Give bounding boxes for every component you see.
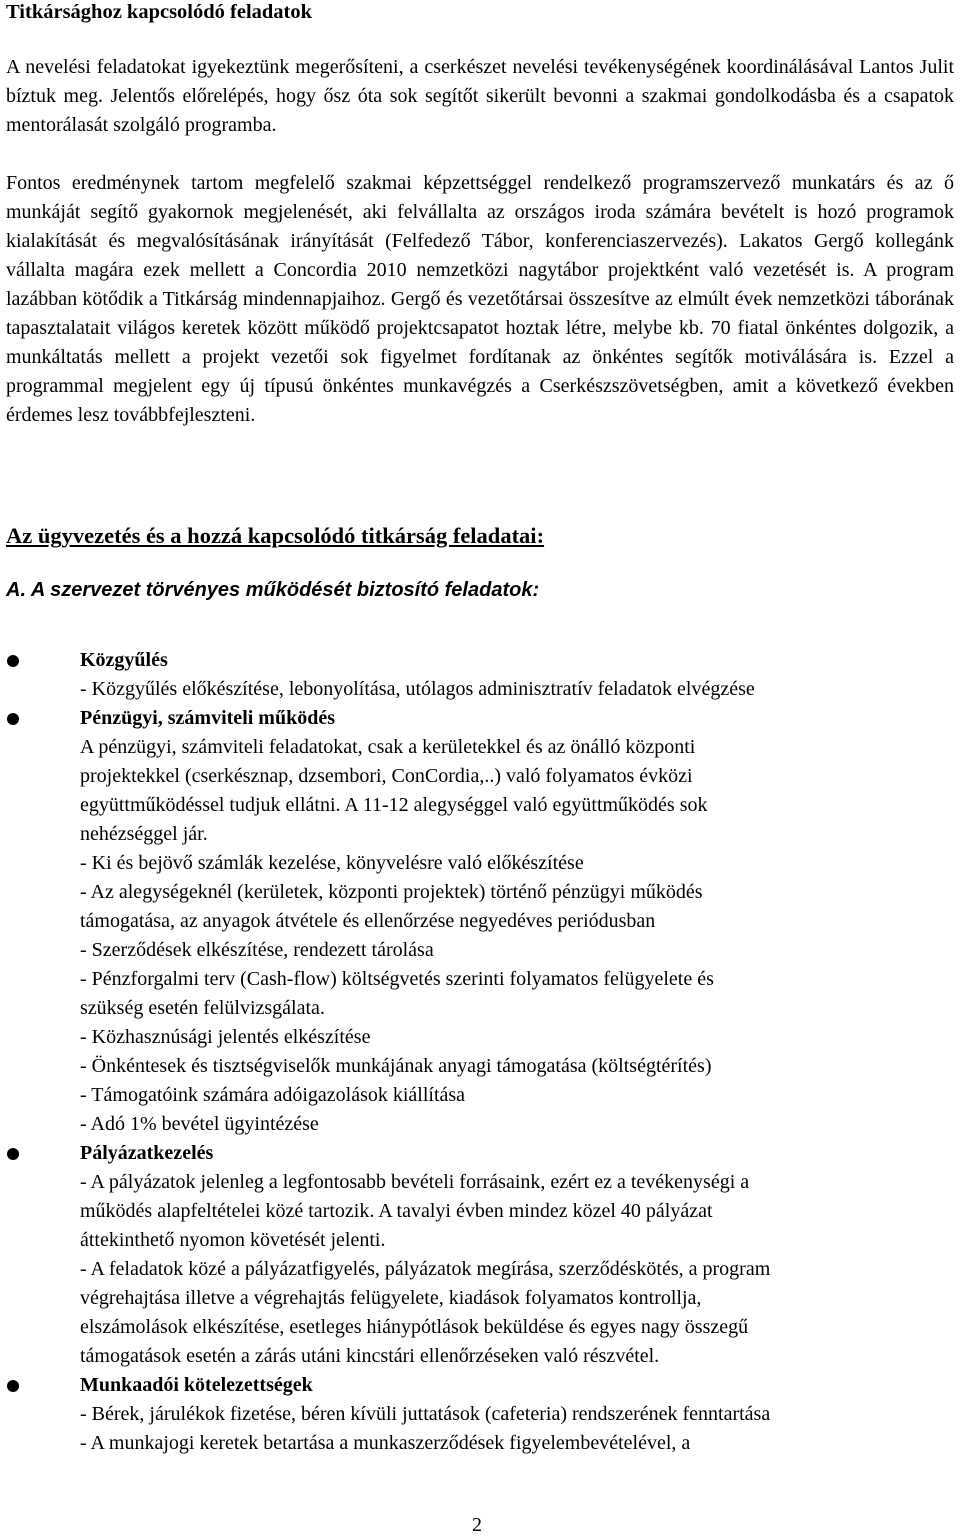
list-item-title: Közgyűlés <box>80 649 168 671</box>
list-item-title: Pályázatkezelés <box>80 1142 214 1164</box>
list-item-line: támogatása, az anyagok átvétele és ellenőrzése negyedéves periódusban <box>80 910 656 932</box>
list-item-line: - Támogatóink számára adóigazolások kiállítása <box>80 1084 466 1106</box>
list-item-line: - Adó 1% bevétel ügyintézése <box>80 1113 319 1135</box>
section-title: Az ügyvezetés és a hozzá kapcsolódó titkárság feladatai: <box>6 523 545 548</box>
list-item <box>0 704 940 1139</box>
list-item-line: - A pályázatok jelenleg a legfontosabb bevételi forrásaink, ezért ez a tevékenységi a <box>80 1171 750 1193</box>
list-item-line: A pénzügyi, számviteli feladatokat, csak a kerületekkel és az önálló központi <box>80 736 696 758</box>
list-item-line: áttekinthető nyomon követését jelenti. <box>80 1229 386 1251</box>
list-item-line: - Ki és bejövő számlák kezelése, könyvelésre való előkészítése <box>80 852 584 874</box>
list-item-line: nehézséggel jár. <box>80 823 208 845</box>
page-number: 2 <box>472 1514 482 1536</box>
list-item-line: - A feladatok közé a pályázatfigyelés, pályázatok megírása, szerződéskötés, a program <box>80 1258 771 1280</box>
bullet-icon <box>7 1380 19 1392</box>
list-item-line: - Közhasznúsági jelentés elkészítése <box>80 1026 371 1048</box>
list-item-line: elszámolások elkészítése, esetleges hiánypótlások beküldése és egyes nagy összegű <box>80 1316 749 1338</box>
bullet-icon <box>7 1148 19 1160</box>
list-item-title: Pénzügyi, számviteli működés <box>80 707 335 729</box>
bullet-icon <box>7 655 19 667</box>
list-item-line: együttműködéssel tudjuk ellátni. A 11-12 alegységgel való együttműködés sok <box>80 794 708 816</box>
list-item-line: - Közgyűlés előkészítése, lebonyolítása, utólagos adminisztratív feladatok elvégzése <box>80 678 755 700</box>
task-list <box>0 646 960 1458</box>
document-heading: Titkársághoz kapcsolódó feladatok <box>6 1 313 23</box>
paragraph-mentoring: A nevelési feladatokat igyekeztünk megerősíteni, a cserkészet nevelési tevékenységének koordinálásával Lantos Julit bíztuk meg. Jelentős előrelépés, hogy ősz óta sok segítőt sikerült bevonni a szakmai gondolkodásba és a csapatok mentorálasát szolgáló programba. <box>6 56 954 136</box>
list-item <box>0 646 940 704</box>
list-item-line: - Az alegységeknél (kerületek, központi projektek) történő pénzügyi működés <box>80 881 703 903</box>
list-item-line: szükség esetén felülvizsgálata. <box>80 997 325 1019</box>
list-item-line: - A munkajogi keretek betartása a munkaszerződések figyelembevételével, a <box>80 1432 691 1454</box>
list-item-title: Munkaadói kötelezettségek <box>80 1374 313 1396</box>
list-item <box>0 1139 940 1371</box>
list-item-line: támogatások esetén a zárás utáni kincstári ellenőrzéseken való részvétel. <box>80 1345 660 1367</box>
list-item-line: működés alapfeltételei közé tartozik. A tavalyi évben mindez közel 40 pályázat <box>80 1200 713 1222</box>
list-item-line: projektekkel (cserkésznap, dzsembori, ConCordia,..) való folyamatos évközi <box>80 765 693 787</box>
subsection-title: A. A szervezet törvényes működését biztosító feladatok: <box>6 579 540 601</box>
list-item-line: végrehajtása illetve a végrehajtás felügyelete, kiadások folyamatos kontrollja, <box>80 1287 702 1309</box>
list-item-line: - Önkéntesek és tisztségviselők munkájának anyagi támogatása (költségtérítés) <box>80 1055 712 1077</box>
list-item <box>0 1371 940 1458</box>
list-item-line: - Bérek, járulékok fizetése, béren kívüli juttatások (cafeteria) rendszerének fenntartása <box>80 1403 771 1425</box>
bullet-icon <box>7 713 19 725</box>
list-item-line: - Szerződések elkészítése, rendezett tárolása <box>80 939 434 961</box>
list-item-line: - Pénzforgalmi terv (Cash-flow) költségvetés szerinti folyamatos felügyelete és <box>80 968 714 990</box>
paragraph-program-organizer: Fontos eredménynek tartom megfelelő szakmai képzettséggel rendelkező programszervező munkatárs és az ő munkáját segítő gyakornok megjelenését, aki felvállalta az országos iroda számára bevételt is hozó programok kialakítását és megvalósításának irányítását (Felfedező Tábor, konferenciaszervezés). Lakatos Gergő kollegánk vállalta magára ezek mellett a Concordia 2010 nemzetközi nagytábor projektként való vezetését is. A program lazábban kötődik a Titkárság mindennapjaihoz. Gergő és vezetőtársai összesítve az elmúlt évek nemzetközi táborának tapasztalatait világos keretek között működő projektcsapatot hoztak létre, melybe kb. 70 fiatal önkéntes dolgozik, a munkáltatás mellett a projekt vezetői sok figyelmet fordítanak az önkéntes segítők motiválására is. Ezzel a programmal megjelent egy új típusú önkéntes munkavégzés a Cserkészszövetségben, amit a következő években érdemes lesz továbbfejleszteni. <box>6 172 954 426</box>
